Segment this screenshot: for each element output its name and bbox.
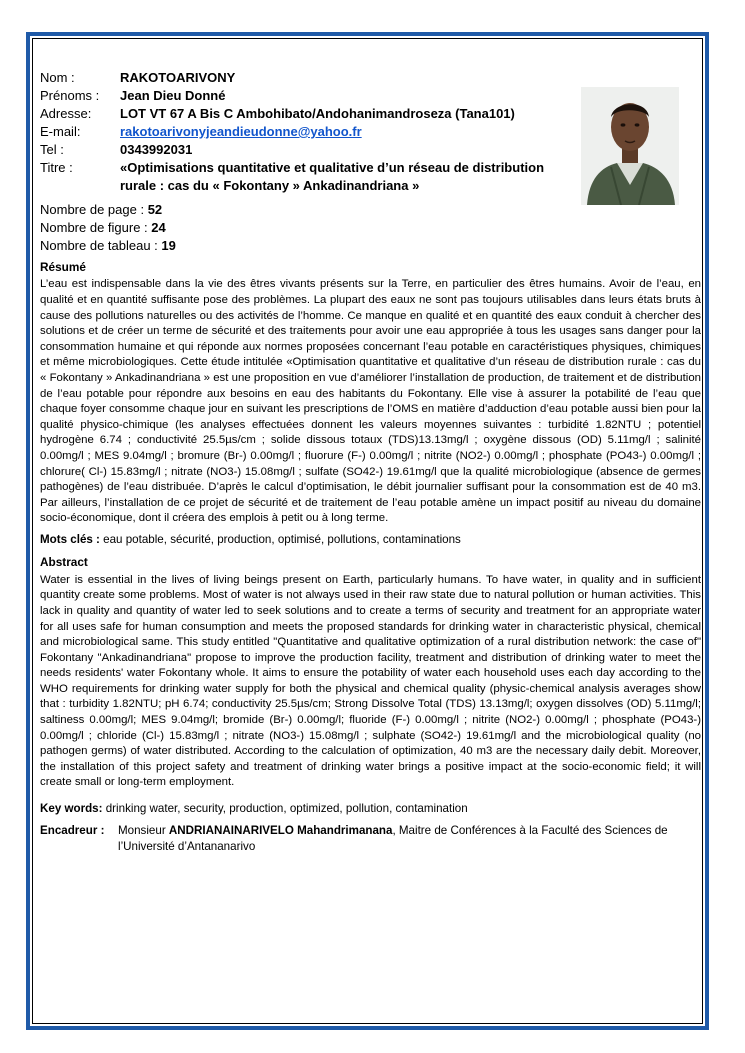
pages-value: 52 — [147, 202, 163, 217]
encadreur-prefix: Monsieur — [118, 824, 166, 838]
titre-label: Titre : — [40, 160, 73, 175]
page-frame-inner — [32, 38, 703, 1024]
page-frame — [26, 32, 709, 1030]
header-block — [40, 69, 701, 195]
tables-count — [40, 237, 701, 255]
encadreur-text — [118, 823, 701, 854]
prenoms-label: Prénoms : — [40, 88, 100, 103]
titre-value: «Optimisations quantitative et qualitative d’un réseau de distribution rurale : cas du « Fokontany » Ankadinandriana » — [120, 160, 545, 193]
pages-count — [40, 201, 701, 219]
tel-value: 0343992031 — [120, 142, 193, 157]
adresse-label: Adresse: — [40, 106, 92, 121]
abstract-title: Abstract — [40, 555, 88, 570]
encadreur-label: Encadreur : — [40, 824, 105, 838]
nom-row — [40, 69, 701, 87]
titre-row — [40, 159, 701, 195]
abstract-text: Water is essential in the lives of living beings present on Earth, particularly humans. To have water, in quality and in sufficient quantity create some problems. Most of water is not always used in their raw state due to natural pollution or human activities. This lack in quality and quantity of water led to seek solutions and to create a terms of security and treatment for an appropriate water for all uses safe for human consumption and meets the proposed standards for drinking water in characteristic physical, chemical and microbiological same. This study entitled "Quantitative and qualitative optimization of a rural distribution network: the case of" Fokontany "Ankadinandriana" propose to improve the production facility, treatment and distribution of drinking water to meet the needs residents' water Fokontany whole. It aims to ensure the potability of water each household uses each day according to the WHO requirements for drinking water supply for both the physical and chemical quality (physic-chemical analysis averages show that : turbidity 1.82NTU; pH 6.74; conductivity 25.5µs/cm; Strong Dissolve Total (TDS) 13.13mg/l; oxygen dissolves (OD) 5.11mg/l; saltiness 0.00mg/l; MES 9.04mg/l; bromide (Br-) 0.00mg/l; fluoride (F-) 0.00mg/l ; nitrite (NO2-) 0.00mg/l ; phosphate (PO43-) 0.00mg/l ; chloride (Cl-) 15.83mg/l ; nitrate (NO3-) 15.08mg/l ; sulphate (SO42-) 19.61mg/l and the microbiological quality (no pathogen germs) of water distributed. According to the calculation of optimization, 40 m3 are the necessary daily debit. Moreover, the installation of this project safety and treatment of drinking water brings a positive impact at the socio-economic field; it will create small or long-term employment. — [40, 573, 701, 789]
document-content — [40, 69, 701, 855]
nom-label: Nom : — [40, 70, 75, 85]
nom-value: RAKOTOARIVONY — [120, 70, 236, 85]
tel-row — [40, 141, 701, 159]
counts-block — [40, 201, 701, 255]
mots-cles — [40, 532, 701, 548]
mots-cles-value: eau potable, sécurité, production, optimisé, pollutions, contaminations — [103, 532, 461, 546]
adresse-row — [40, 105, 701, 123]
email-row — [40, 123, 701, 141]
key-words — [40, 801, 701, 817]
tables-value: 19 — [161, 238, 176, 253]
pages-label: Nombre de page : — [40, 202, 145, 217]
prenoms-row — [40, 87, 701, 105]
encadreur-name: ANDRIANAINARIVELO Mahandrimanana — [168, 824, 393, 838]
resume-text: L’eau est indispensable dans la vie des êtres vivants présents sur la Terre, en particulier des êtres humains. Avoir de l’eau, en qualité et en quantité suffisante pose des problèmes. La plupart des eaux ne sont pas toujours utilisables dans leurs états bruts à cause des pollutions naturelles ou des activités de l’homme. Ce manque en qualité et en quantité des eaux conduit à chercher des solutions et de créer un terme de sécurité et des traitements pour avoir une eau appropriée à tous les usages sans danger pour la consommation humaine et qui réponde aux normes proposées concernant l’eau potable en caractéristiques physiques, chimiques et même microbiologiques. Cette étude intitulée «Optimisation quantitative et qualitative d’un réseau de distribution rurale : cas du « Fokontany » Ankadinandriana » est une proposition en vue d’améliorer l’installation de production, de traitement et de distribution de l’eau potable pour répondre aux besoins en eau des habitants du Fokontany. Elle vise à assurer la potabilité de l’eau que chaque foyer consomme chaque jour en suivant les prescriptions de l’OMS en matière d’adduction d’eau potable aussi bien pour la qualité physico-chimique (les analyses effectuées donnent les valeurs moyennes suivantes : turbidité 1.82NTU ; potentiel hydrogène 6.74 ; conductivité 25.5µs/cm ; solide dissous totaux (TDS)13.13mg/l ; oxygène dissous (OD) 5.11mg/l ; salinité 0.00mg/l ; MES 9.04mg/l ; bromure (Br-) 0.00mg/l ; fluorure (F-) 0.00mg/l ; nitrite (NO2-) 0.00mg/l ; phosphate (PO43-) 0.00mg/l ; chlorure( Cl-) 15.83mg/l ; nitrate (NO3-) 15.08mg/l ; sulfate (SO42-) 19.61mg/l que la qualité microbiologique (absence de germes pathogènes) de l’eau distribuée. D’après le calcul d’optimisation, le débit journalier suffisant pour la consommation est de 40 m3. Par ailleurs, l’installation de ce projet de sécurité et de traitement de l’eau potable amène un impact positif au niveau du domaine socio-économique, dont il créera des emplois à petit ou à long terme. — [40, 278, 701, 525]
adresse-value: LOT VT 67 A Bis C Ambohibato/Andohanimandroseza (Tana101) — [120, 106, 515, 121]
tel-label: Tel : — [40, 142, 64, 157]
email-link[interactable]: rakotoarivonyjeandieudonne@yahoo.fr — [120, 124, 362, 139]
tables-label: Nombre de tableau : — [40, 238, 158, 253]
mots-cles-label: Mots clés : — [40, 532, 100, 546]
encadreur-suffix: , Maitre de Conférences à la Faculté des Sciences de l’Université d’Antananarivo — [118, 824, 668, 854]
key-words-value: drinking water, security, production, optimized, pollution, contamination — [105, 802, 468, 816]
figures-label: Nombre de figure : — [40, 220, 148, 235]
encadreur — [40, 823, 701, 854]
figures-count — [40, 219, 701, 237]
prenoms-value: Jean Dieu Donné — [120, 88, 226, 103]
resume-title: Résumé — [40, 260, 86, 274]
figures-value: 24 — [151, 220, 166, 235]
key-words-label: Key words: — [40, 802, 103, 816]
email-label: E-mail: — [40, 124, 81, 139]
